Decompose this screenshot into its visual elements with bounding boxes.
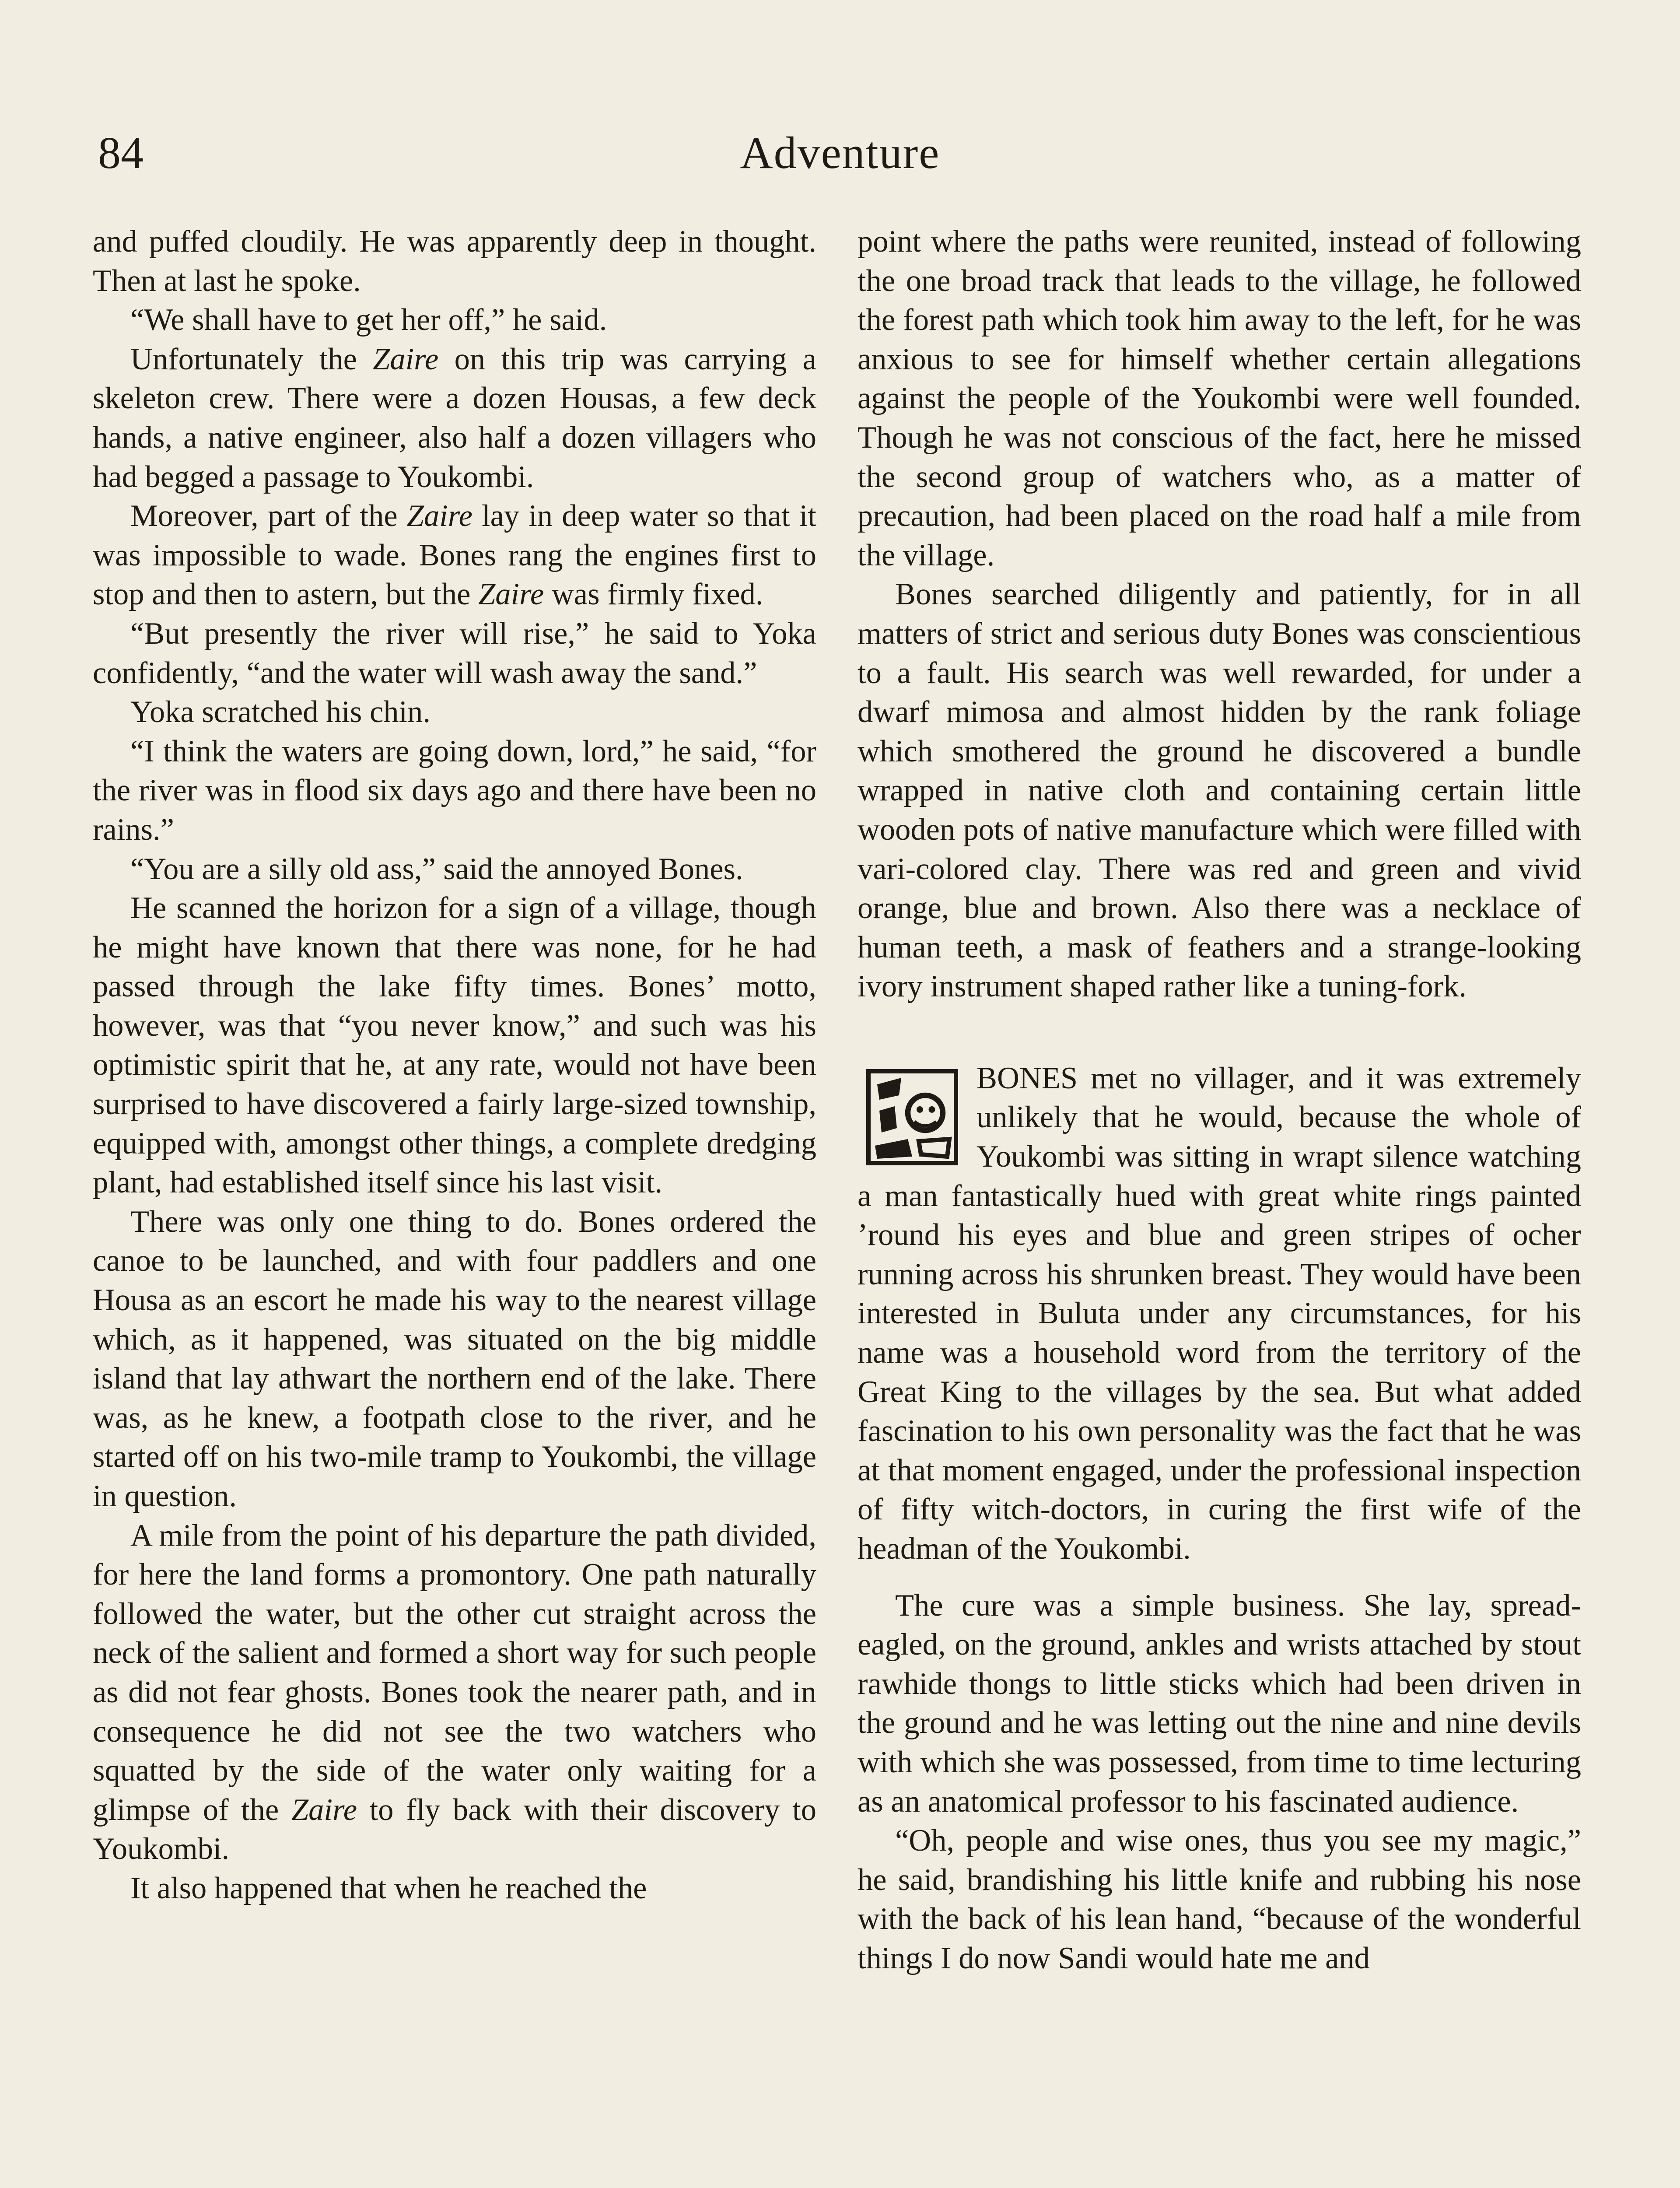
paragraph: Bones searched diligently and patiently, for in all matters of strict and serious duty Bones was conscientious to a fault. His search was well rewarded, for under a dwarf mimosa and almost hidden by the rank foliage which smothered the ground he discovered a bundle wrapped in native cloth and containing certain little wooden pots of native manufacture which were filled with vari-colored clay. There was red and green and vivid orange, blue and brown. Also there was a necklace of human teeth, a mask of feathers and a strange-looking ivory instrument shaped rather like a tuning-fork. <box>858 577 1581 1004</box>
paragraph: A mile from the point of his departure the path divided, for here the land forms a promontory. One path naturally followed the water, but the other cut straight across the neck of the salient and formed a short way for such people as did not fear ghosts. Bones took the nearer path, and in consequence he did not see the two watchers who squatted by the side of the water only waiting for a glimpse of the Zaire to fly back with their discovery to Youkombi. <box>93 1518 816 1866</box>
paragraph: “We shall have to get her off,” he said. <box>130 303 607 337</box>
paragraph: “You are a silly old ass,” said the annoyed Bones. <box>130 852 743 886</box>
running-title: Adventure <box>740 128 940 178</box>
section-opening <box>858 1059 1581 1569</box>
ship-name: Zaire <box>291 1792 357 1827</box>
paragraph: The cure was a simple business. She lay, spread-eagled, on the ground, ankles and wrists attached by stout rawhide thongs to little sticks which had been driven in the ground and he was letting out the nine and nine devils with which she was possessed, from time to time lecturing as an anatomical professor to his fascinated audience. <box>858 1588 1581 1819</box>
paragraph: BONES met no villager, and it was extremely unlikely that he would, because the whole of Youkombi was sitting in wrapt silence watching a man fantastically hued with great white rings painted ’round his eyes and blue and green stripes of ocher running across his shrunken breast. They would have been interested in Buluta under any circumstances, for his name was a household word from the territory of the Great King to the villages by the sea. But what added fascination to his own personality was the fact that he was at that moment engaged, under the professional inspection of fifty witch-doctors, in curing the first wife of the headman of the Youkombi. <box>858 1061 1581 1566</box>
ship-name: Zaire <box>406 499 472 533</box>
ship-name: Zaire <box>373 342 439 376</box>
paragraph: Moreover, part of the Zaire lay in deep water so that it was impossible to wade. Bones rang the engines first to stop and then to astern, but the Zaire was firmly fixed. <box>93 499 816 612</box>
paragraph: “But presently the river will rise,” he said to Yoka confidently, “and the water will wash away the sand.” <box>93 616 816 690</box>
right-column <box>858 222 1581 1978</box>
page-header <box>93 118 1587 188</box>
paragraph: Unfortunately the Zaire on this trip was carrying a skeleton crew. There were a dozen Housas, a few deck hands, a native engineer, also half a dozen villagers who had begged a passage to Youkombi. <box>93 342 816 494</box>
paragraph: “Oh, people and wise ones, thus you see my magic,” he said, brandishing his little knife and rubbing his nose with the back of his lean hand, “because of the wonderful things I do now Sandi would hate me and <box>858 1823 1581 1975</box>
page-number: 84 <box>98 128 144 178</box>
paragraph: It also happened that when he reached the <box>130 1871 647 1905</box>
left-column <box>93 222 816 1908</box>
paragraph: Yoka scratched his chin. <box>130 695 430 729</box>
paragraph: He scanned the horizon for a sign of a village, though he might have known that there was none, for he had passed through the lake fifty times. Bones’ motto, however, was that “you never know,” and such was his optimistic spirit that he, at any rate, would not have been surprised to have discovered a fairly large-sized township, equipped with, amongst other things, a complete dredging plant, had established itself since his last visit. <box>93 891 816 1200</box>
paragraph: and puffed cloudily. He was apparently deep in thought. Then at last he spoke. <box>93 224 816 298</box>
paragraph: “I think the waters are going down, lord,” he said, “for the river was in flood six days ago and there have been no rains.” <box>93 734 816 847</box>
section-break <box>858 1006 1581 1059</box>
decorative-initial-icon <box>858 1062 967 1172</box>
paragraph: point where the paths were reunited, instead of following the one broad track that leads to the village, he followed the forest path which took him away to the left, for he was anxious to see for himself whether certain allegations against the people of the Youkombi were well founded. Though he was not conscious of the fact, here he missed the second group of watchers who, as a matter of precaution, had been placed on the road half a mile from the village. <box>858 224 1581 572</box>
ship-name: Zaire <box>478 577 544 612</box>
paragraph: There was only one thing to do. Bones ordered the canoe to be launched, and with four paddlers and one Housa as an escort he made his way to the nearest village which, as it happened, was situated on the big middle island that lay athwart the northern end of the lake. There was, as he knew, a footpath close to the river, and he started off on his two-mile tramp to Youkombi, the village in question. <box>93 1204 816 1513</box>
